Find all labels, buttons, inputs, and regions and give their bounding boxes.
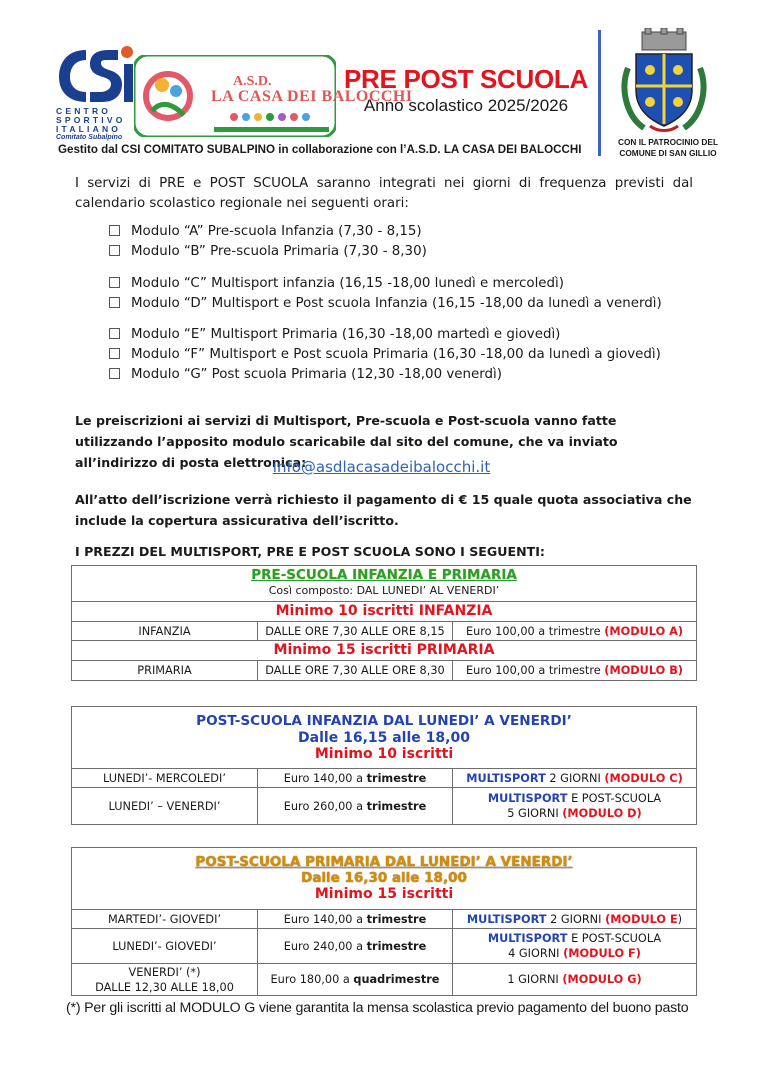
table3-days-3-line2: DALLE 12,30 ALLE 18,00 <box>95 980 234 994</box>
table-row <box>72 788 697 825</box>
table-row <box>72 622 697 640</box>
table1-hours-infanzia: DALLE ORE 7,30 ALLE ORE 8,15 <box>258 622 453 640</box>
table-row <box>72 929 697 964</box>
footnote: (*) Per gli iscritti al MODULO G viene garantita la mensa scolastica previo pagamento del buono pasto <box>66 1000 689 1016</box>
table3-module-e-tail: ) <box>677 912 683 926</box>
coat-of-arms-icon <box>620 28 708 134</box>
table1-min-infanzia: Minimo 10 iscritti INFANZIA <box>72 601 697 622</box>
table3-days-2: LUNEDI’- GIOVEDI’ <box>72 929 258 964</box>
table1-composed: Così composto: DAL LUNEDI’ AL VENERDI’ <box>268 584 500 598</box>
checkbox-icon <box>109 225 120 236</box>
table1-module-a: (MODULO A) <box>604 624 684 638</box>
module-item-e <box>109 326 560 344</box>
table1-title: PRE-SCUOLA INFANZIA E PRIMARIA <box>251 567 517 584</box>
table3-header <box>72 848 697 910</box>
csi-emblem-icon <box>56 44 134 106</box>
csi-line-1: CENTRO <box>56 106 112 116</box>
table3-days-cell-3 <box>72 964 258 996</box>
table3-service-rest-1: 2 GIORNI <box>550 912 602 926</box>
casa-logo-line-1: A.S.D. <box>233 74 272 89</box>
table2-price-1: Euro 140,00 a <box>283 771 363 785</box>
table2-hours: Dalle 16,15 alle 18,00 <box>298 729 470 746</box>
table3-service-rest-2: E POST-SCUOLA <box>571 932 662 945</box>
table2-price-cell-2 <box>258 788 453 825</box>
table3-price-1: Euro 140,00 a <box>283 912 363 926</box>
table3-price-cell-2 <box>258 929 453 964</box>
checkbox-icon <box>109 368 120 379</box>
table2-service-cell-1 <box>453 769 697 788</box>
registration-paragraph: Le preiscrizioni ai servizi di Multisport, Pre-scuola e Post-scuola vanno fatte utilizzando l’apposito modulo scaricabile dal sito del comune, che va inviato all’indirizzo di posta elettronica: <box>75 413 618 470</box>
table3-service-line2: 4 GIORNI <box>508 947 560 960</box>
table3-service-cell-2 <box>453 929 697 964</box>
checkbox-icon <box>109 348 120 359</box>
table3-price-3: Euro 180,00 a <box>270 973 350 986</box>
table2-price-2: Euro 260,00 a <box>283 799 363 813</box>
table1-group-primaria: PRIMARIA <box>72 661 258 681</box>
table3-price-cell-1 <box>258 910 453 929</box>
pre-scuola-table <box>71 565 697 681</box>
module-item-d <box>109 295 662 313</box>
module-item-g <box>109 366 502 384</box>
table3-service-cell-1 <box>453 910 697 929</box>
comune-crest <box>620 28 708 134</box>
table-row <box>72 964 697 996</box>
table3-hours: Dalle 16,30 alle 18,00 <box>301 870 467 886</box>
casa-logo-line-2: LA CASA DEI BALOCCHI <box>211 88 413 105</box>
module-label: Modulo “F” Multisport e Post scuola Primaria (16,30 -18,00 da lunedì a giovedì) <box>131 347 661 362</box>
checkbox-icon <box>109 277 120 288</box>
table3-period-3: quadrimestre <box>353 973 440 986</box>
table3-price-cell-3 <box>258 964 453 996</box>
patrocinio-line-2: COMUNE DI SAN GILLIO <box>619 148 717 158</box>
table2-service-rest-1: 2 GIORNI <box>549 771 601 785</box>
csi-line-2: SPORTIVO <box>56 115 126 125</box>
table1-header <box>72 566 697 602</box>
table-row <box>72 910 697 929</box>
page-title: PRE POST SCUOLA <box>344 64 588 94</box>
table2-period-2: trimestre <box>366 799 427 813</box>
intro-paragraph: I servizi di PRE e POST SCUOLA saranno integrati nei giorni di frequenza previsti dal calendario scolastico regionale nei seguenti orari: <box>75 176 693 211</box>
table2-title: POST-SCUOLA INFANZIA DAL LUNEDI’ A VENERDI’ <box>196 712 572 729</box>
prices-heading: I PREZZI DEL MULTISPORT, PRE E POST SCUOLA SONO I SEGUENTI: <box>75 544 545 559</box>
table3-price-2: Euro 240,00 a <box>283 939 363 953</box>
module-label: Modulo “E” Multisport Primaria (16,30 -18,00 martedì e giovedì) <box>131 327 561 342</box>
module-label: Modulo “G” Post scuola Primaria (12,30 -18,00 venerdì) <box>131 367 502 382</box>
table2-module-c: (MODULO C) <box>604 771 683 785</box>
module-label: Modulo “A” Pre-scuola Infanzia (7,30 - 8,15) <box>131 224 422 239</box>
table1-price-infanzia: Euro 100,00 a trimestre <box>465 624 601 638</box>
table-row <box>72 661 697 681</box>
table3-period-2: trimestre <box>366 939 427 953</box>
email-link[interactable]: info@asdlacasadeibalocchi.it <box>272 458 491 476</box>
table3-module-e: (MODULO E <box>605 912 678 926</box>
table3-days-3: VENERDI’ (*) <box>128 965 201 979</box>
post-scuola-infanzia-table <box>71 706 697 825</box>
table1-hours-primaria: DALLE ORE 7,30 ALLE ORE 8,30 <box>258 661 453 681</box>
table1-min-primaria: Minimo 15 iscritti PRIMARIA <box>72 640 697 661</box>
table3-service-2: MULTISPORT <box>487 932 568 945</box>
module-item-b <box>109 243 427 261</box>
table1-module-b: (MODULO B) <box>604 664 683 678</box>
table3-period-1: trimestre <box>366 912 427 926</box>
header-divider <box>598 30 601 156</box>
checkbox-icon <box>109 245 120 256</box>
payment-paragraph: All’atto dell’iscrizione verrà richiesto il pagamento di € 15 quale quota associativa che include la copertura assicurativa dell’iscritto. <box>75 492 692 528</box>
table-row <box>72 769 697 788</box>
module-item-f <box>109 346 661 364</box>
table1-price-primaria: Euro 100,00 a trimestre <box>466 664 601 678</box>
table2-days-2: LUNEDI’ – VENERDI’ <box>72 788 258 825</box>
table2-price-cell-1 <box>258 769 453 788</box>
table2-service-2: MULTISPORT <box>487 792 568 805</box>
table3-minimum: Minimo 15 iscritti <box>314 886 454 902</box>
patrocinio-line-1: CON IL PATROCINIO DEL <box>617 137 719 147</box>
table2-service-1: MULTISPORT <box>466 771 546 785</box>
table1-group-infanzia: INFANZIA <box>72 622 258 640</box>
table2-module-d: (MODULO D) <box>562 807 642 820</box>
module-label: Modulo “D” Multisport e Post scuola Infanzia (16,15 -18,00 da lunedì a venerdì) <box>131 296 662 311</box>
table2-days-1: LUNEDI’- MERCOLEDI’ <box>72 769 258 788</box>
csi-sub: Comitato Subalpino <box>56 134 123 141</box>
csi-logo <box>56 44 134 140</box>
table3-service-cell-3 <box>453 964 697 996</box>
table2-header <box>72 707 697 769</box>
table2-minimum: Minimo 10 iscritti <box>314 745 454 762</box>
module-item-a <box>109 223 422 241</box>
table3-service-1: MULTISPORT <box>466 912 547 926</box>
module-label: Modulo “B” Pre-scuola Primaria (7,30 - 8,30) <box>131 244 427 259</box>
module-item-c <box>109 275 564 293</box>
page-subtitle: Anno scolastico 2025/2026 <box>363 96 569 115</box>
checkbox-icon <box>109 297 120 308</box>
table2-period-1: trimestre <box>366 771 427 785</box>
post-scuola-primaria-table <box>71 847 697 996</box>
table1-price-cell-primaria <box>453 661 697 681</box>
table2-service-rest-2: E POST-SCUOLA <box>571 792 662 805</box>
table2-service-cell-2 <box>453 788 697 825</box>
checkbox-icon <box>109 328 120 339</box>
table2-service-line2: 5 GIORNI <box>507 807 559 820</box>
table3-service-rest-3: 1 GIORNI <box>507 973 559 986</box>
csi-line-3: ITALIANO <box>56 124 122 134</box>
table3-module-f: (MODULO F) <box>563 947 641 960</box>
table3-module-g: (MODULO G) <box>562 973 642 986</box>
managed-by-text: Gestito dal CSI COMITATO SUBALPINO in collaborazione con l’A.S.D. LA CASA DEI BALOCCHI <box>58 143 582 156</box>
table3-days-1: MARTEDI’- GIOVEDI’ <box>72 910 258 929</box>
table1-price-cell-infanzia <box>453 622 697 640</box>
module-label: Modulo “C” Multisport infanzia (16,15 -18,00 lunedì e mercoledì) <box>131 276 564 291</box>
table3-title: POST-SCUOLA PRIMARIA DAL LUNEDI’ A VENERDI’ <box>195 854 573 870</box>
